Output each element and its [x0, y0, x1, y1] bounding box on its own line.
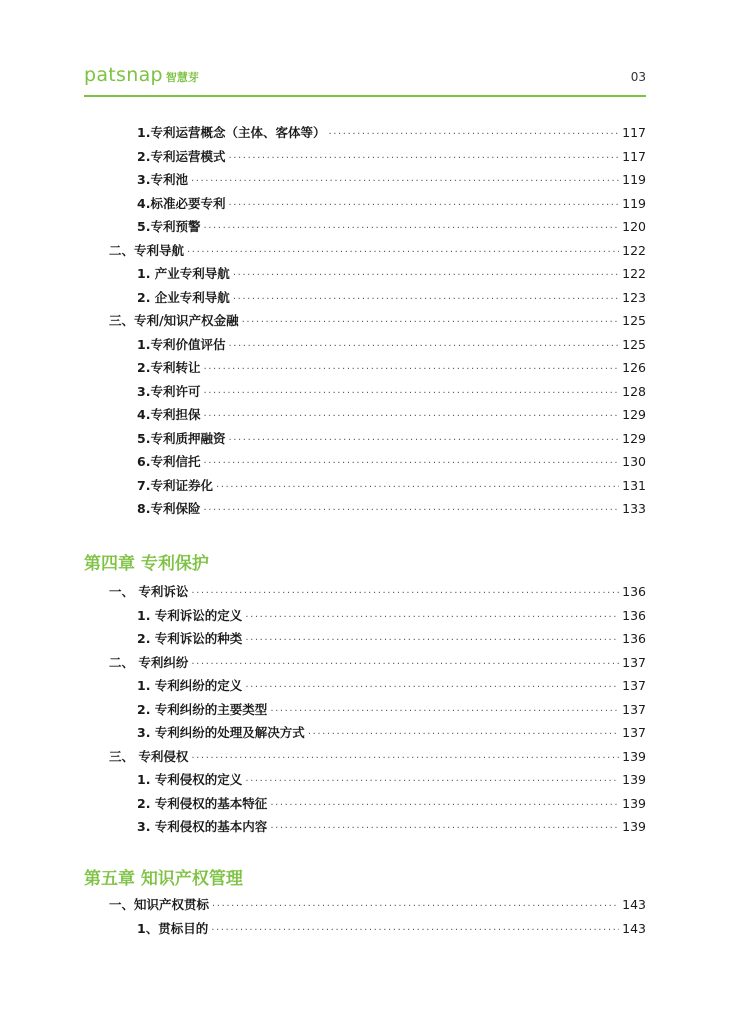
toc-section[interactable] [109, 747, 646, 767]
toc-entry-page: 130 [622, 454, 646, 469]
toc-section[interactable] [109, 582, 646, 602]
toc-leader [245, 682, 619, 693]
toc-section[interactable] [109, 895, 646, 915]
toc-entry[interactable] [137, 170, 646, 190]
patsnap-logo [84, 64, 199, 86]
toc-entry-title: 2.专利转让 [137, 360, 201, 375]
toc-entry-page: 139 [622, 819, 646, 834]
toc-entry[interactable] [137, 382, 646, 402]
toc-entry-title: 2. 企业专利导航 [137, 289, 230, 305]
toc-entry[interactable] [137, 217, 646, 237]
toc-leader [228, 153, 619, 164]
toc-leader [242, 317, 620, 328]
toc-leader [203, 505, 619, 516]
toc-entry-page: 129 [622, 407, 646, 422]
toc-entry-title: 2. 专利侵权的基本特征 [137, 795, 268, 811]
toc-section[interactable] [109, 311, 646, 331]
toc-entry-title: 二、专利导航 [109, 242, 185, 258]
toc-leader [228, 435, 619, 446]
toc-entry-title: 二、 专利纠纷 [109, 654, 189, 670]
toc-entry-title: 6.专利信托 [137, 454, 201, 469]
toc-leader [191, 753, 619, 764]
toc-entry-page: 122 [622, 266, 646, 281]
toc-entry-title: 2. 专利纠纷的主要类型 [137, 701, 268, 717]
toc-entry[interactable] [137, 606, 646, 626]
toc-entry[interactable] [137, 194, 646, 214]
toc-entry-title: 8.专利保险 [137, 501, 201, 516]
toc-entry-title: 1. 专利诉讼的定义 [137, 607, 243, 623]
toc-entry-page: 143 [622, 897, 646, 912]
toc-entry-page: 137 [622, 678, 646, 693]
toc-leader [328, 129, 619, 140]
toc-leader [216, 482, 619, 493]
toc-entry[interactable] [137, 452, 646, 472]
toc-entry-title: 2. 专利诉讼的种类 [137, 631, 243, 646]
toc-leader [245, 776, 619, 787]
toc-entry[interactable] [137, 288, 646, 308]
toc-entry-page: 133 [622, 501, 646, 516]
toc-entry-title: 3.专利许可 [137, 383, 201, 399]
toc-entry-title: 1、贯标目的 [137, 920, 209, 936]
toc-leader [228, 341, 619, 352]
logo-chinese: 智慧芽 [165, 71, 199, 84]
chapter-heading[interactable]: 第五章 知识产权管理 [84, 869, 243, 889]
toc-entry[interactable] [137, 476, 646, 496]
toc-leader [203, 411, 619, 422]
toc-entry-title: 一、知识产权贯标 [109, 897, 210, 912]
toc-entry-page: 143 [622, 920, 646, 936]
toc-entry-page: 137 [622, 654, 646, 670]
toc-entry[interactable] [137, 358, 646, 378]
toc-entry[interactable] [137, 429, 646, 449]
toc-entry-page: 123 [622, 289, 646, 305]
header-divider [84, 95, 646, 97]
toc-entry-title: 4.标准必要专利 [137, 195, 226, 211]
toc-entry-title: 三、专利/知识产权金融 [109, 313, 239, 328]
toc-entry-title: 三、 专利侵权 [109, 748, 189, 764]
toc-entry-page: 139 [622, 772, 646, 787]
toc-entry-page: 125 [622, 313, 646, 328]
page-header [84, 64, 646, 94]
toc-leader [203, 364, 619, 375]
toc-leader [203, 388, 619, 399]
toc-leader [245, 635, 619, 646]
toc-leader [270, 800, 619, 811]
toc-leader [270, 823, 619, 834]
toc-entry-page: 125 [622, 336, 646, 352]
toc-entry-page: 120 [622, 219, 646, 234]
page-number: 03 [630, 70, 646, 84]
toc-entry[interactable] [137, 700, 646, 720]
toc-entry-page: 136 [622, 607, 646, 623]
toc-entry-page: 136 [622, 631, 646, 646]
toc-entry-page: 129 [622, 430, 646, 446]
toc-entry[interactable] [137, 123, 646, 143]
toc-entry-title: 1. 产业专利导航 [137, 266, 230, 281]
toc-leader [203, 458, 619, 469]
toc-leader [211, 925, 619, 936]
toc-entry-page: 136 [622, 584, 646, 599]
toc-entry-title: 5.专利预警 [137, 219, 201, 234]
toc-entry-title: 1. 专利纠纷的定义 [137, 678, 243, 693]
toc-entry-page: 122 [622, 242, 646, 258]
logo-wordmark: patsnap [84, 64, 163, 86]
toc-entry[interactable] [137, 770, 646, 790]
toc-entry-title: 5.专利质押融资 [137, 430, 226, 446]
toc-leader [191, 588, 619, 599]
toc-entry-page: 117 [622, 125, 646, 140]
toc-entry[interactable] [137, 405, 646, 425]
toc-entry[interactable] [137, 264, 646, 284]
toc-entry-page: 119 [622, 172, 646, 187]
toc-entry-title: 7.专利证券化 [137, 477, 213, 493]
toc-entry-page: 137 [622, 701, 646, 717]
toc-entry-title: 1. 专利侵权的定义 [137, 772, 243, 787]
toc-entry-title: 1.专利价值评估 [137, 336, 226, 352]
toc-leader [191, 659, 619, 670]
toc-entry[interactable] [137, 499, 646, 519]
toc-entry-page: 117 [622, 148, 646, 164]
chapter-heading[interactable]: 第四章 专利保护 [84, 554, 209, 574]
toc-entry[interactable] [137, 723, 646, 743]
toc-entry[interactable] [137, 817, 646, 837]
toc-entry-title: 3. 专利侵权的基本内容 [137, 819, 268, 834]
toc-entry-title: 2.专利运营模式 [137, 148, 226, 164]
toc-entry[interactable] [137, 147, 646, 167]
toc-leader [228, 200, 619, 211]
toc-leader [212, 901, 619, 912]
toc-entry-page: 128 [622, 383, 646, 399]
toc-entry-title: 3.专利池 [137, 172, 188, 187]
toc-entry-page: 131 [622, 477, 646, 493]
toc-entry-page: 126 [622, 360, 646, 375]
toc-leader [187, 247, 619, 258]
toc-entry[interactable] [137, 335, 646, 355]
toc-leader [191, 176, 619, 187]
toc-leader [270, 706, 619, 717]
toc-leader [233, 294, 619, 305]
toc-entry[interactable] [137, 794, 646, 814]
toc-entry-page: 119 [622, 195, 646, 211]
toc-entry-page: 137 [622, 725, 646, 740]
toc-leader [245, 612, 619, 623]
toc-section[interactable] [109, 653, 646, 673]
toc-entry[interactable] [137, 629, 646, 649]
toc-entry[interactable] [137, 919, 646, 939]
toc-leader [203, 223, 619, 234]
toc-entry-title: 一、 专利诉讼 [109, 584, 189, 599]
toc-entry-page: 139 [622, 795, 646, 811]
toc-entry-title: 1.专利运营概念（主体、客体等） [137, 125, 326, 140]
toc-section[interactable] [109, 241, 646, 261]
toc-entry[interactable] [137, 676, 646, 696]
toc-leader [233, 270, 619, 281]
toc-leader [308, 729, 619, 740]
toc-entry-title: 3. 专利纠纷的处理及解决方式 [137, 725, 305, 740]
toc-entry-page: 139 [622, 748, 646, 764]
toc-entry-title: 4.专利担保 [137, 407, 201, 422]
